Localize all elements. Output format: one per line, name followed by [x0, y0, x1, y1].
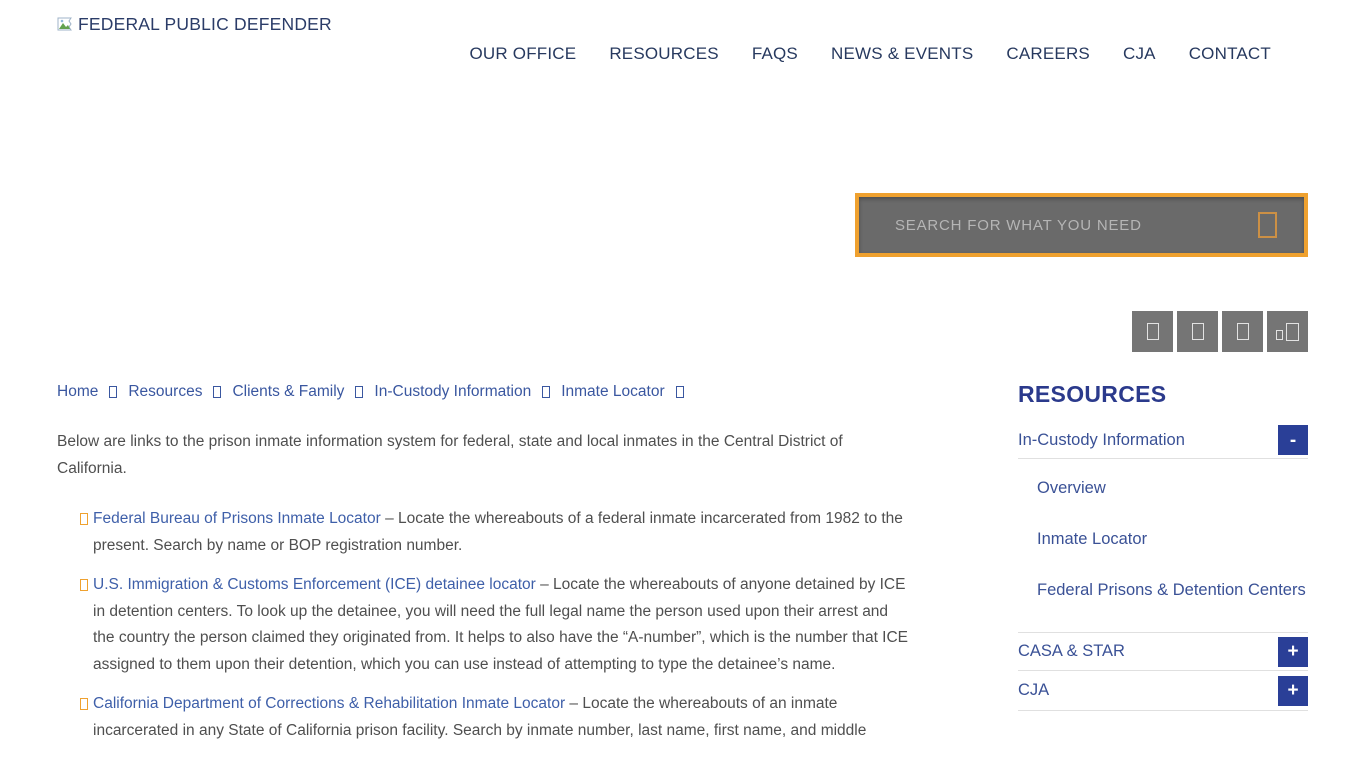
missing-social-icon — [1147, 323, 1159, 340]
list-item — [57, 691, 910, 744]
list-item-description: – Locate the whereabouts of a federal inmate incarcerated from 1982 to the present. Search by name or BOP registration number. — [93, 510, 903, 554]
list-item-description: – Locate the whereabouts of anyone detained by ICE in detention centers. To look up the detainee, you will need the full legal name the person used upon their arrest and the country the person claimed they originated from. It helps to also have the “A-number”, which is the number that ICE assigned to them upon their detention, which you can use instead of attempting to type the detainee’s name. — [93, 576, 909, 673]
breadcrumb-separator-icon — [213, 386, 221, 398]
nav-item-resources[interactable]: RESOURCES — [609, 44, 719, 63]
list-item-description: – Locate the whereabouts of an inmate incarcerated in any State of California prison facility. Search by inmate number, last name, first name, and middle — [93, 695, 867, 739]
bullet-icon — [80, 579, 88, 591]
list-item — [57, 572, 910, 678]
expand-section-button[interactable]: + — [1278, 637, 1308, 667]
expand-section-button[interactable]: + — [1278, 676, 1308, 706]
collapse-section-button[interactable]: - — [1278, 425, 1308, 455]
site-logo[interactable] — [57, 14, 332, 35]
breadcrumb-inmate-locator[interactable]: Inmate Locator — [561, 383, 665, 400]
missing-social-icon — [1192, 323, 1204, 340]
search-bar[interactable] — [855, 193, 1308, 257]
resources-sidebar — [1018, 381, 1308, 711]
breadcrumb-separator-icon — [542, 386, 550, 398]
cdcr-inmate-locator-link[interactable]: California Department of Corrections & Rehabilitation Inmate Locator — [93, 695, 566, 712]
inmate-locator-list — [57, 506, 910, 757]
missing-social-icon — [1237, 323, 1249, 340]
sidebar-sublink-federal-prisons-detention-centers[interactable]: Federal Prisons & Detention Centers — [1037, 581, 1306, 599]
sidebar-link-cja[interactable]: CJA — [1018, 681, 1050, 699]
breadcrumb-separator-icon — [109, 386, 117, 398]
sidebar-sublink-inmate-locator[interactable]: Inmate Locator — [1037, 530, 1148, 548]
missing-social-icon — [1276, 323, 1299, 341]
sidebar-title: RESOURCES — [1018, 381, 1167, 407]
missing-glyph — [1286, 323, 1299, 341]
nav-item-our-office[interactable]: OUR OFFICE — [469, 44, 577, 63]
intro-paragraph: Below are links to the prison inmate information system for federal, state and local inmates in the Central District of California. — [57, 433, 843, 477]
nav-item-faqs[interactable]: FAQS — [751, 44, 798, 63]
bullet-icon — [80, 698, 88, 710]
main-navigation — [469, 44, 1271, 64]
social-button-1[interactable] — [1132, 311, 1173, 352]
breadcrumb-separator-icon — [676, 386, 684, 398]
breadcrumb-in-custody-information[interactable]: In-Custody Information — [374, 383, 532, 400]
breadcrumb — [57, 383, 684, 401]
nav-item-careers[interactable]: CAREERS — [1006, 44, 1090, 63]
sidebar-submenu — [1018, 459, 1308, 633]
breadcrumb-clients-family[interactable]: Clients & Family — [232, 383, 345, 400]
list-item — [57, 506, 910, 559]
social-buttons-row — [1132, 311, 1308, 352]
nav-item-news-events[interactable]: NEWS & EVENTS — [830, 44, 974, 63]
site-logo-alt-text: FEDERAL PUBLIC DEFENDER — [78, 14, 332, 34]
breadcrumb-separator-icon — [355, 386, 363, 398]
sidebar-sublink-overview[interactable]: Overview — [1037, 479, 1106, 497]
sidebar-section-casa-star — [1018, 633, 1308, 671]
breadcrumb-resources[interactable]: Resources — [128, 383, 203, 400]
missing-glyph-small — [1276, 330, 1283, 340]
search-icon[interactable] — [1258, 212, 1277, 238]
nav-item-contact[interactable]: CONTACT — [1188, 44, 1271, 63]
sidebar-link-casa-star[interactable]: CASA & STAR — [1018, 642, 1125, 660]
sidebar-section-in-custody-information — [1018, 422, 1308, 459]
sidebar-link-in-custody-information[interactable]: In-Custody Information — [1018, 430, 1185, 449]
bop-inmate-locator-link[interactable]: Federal Bureau of Prisons Inmate Locator — [93, 510, 381, 527]
breadcrumb-home[interactable]: Home — [57, 383, 99, 400]
bullet-icon — [80, 513, 88, 525]
broken-image-icon — [57, 17, 75, 33]
nav-item-cja[interactable]: CJA — [1122, 44, 1156, 63]
search-input[interactable]: SEARCH FOR WHAT YOU NEED — [895, 216, 1142, 234]
social-button-4[interactable] — [1267, 311, 1308, 352]
social-button-3[interactable] — [1222, 311, 1263, 352]
social-button-2[interactable] — [1177, 311, 1218, 352]
ice-detainee-locator-link[interactable]: U.S. Immigration & Customs Enforcement (ICE) detainee locator — [93, 576, 536, 593]
sidebar-section-cja — [1018, 671, 1308, 711]
